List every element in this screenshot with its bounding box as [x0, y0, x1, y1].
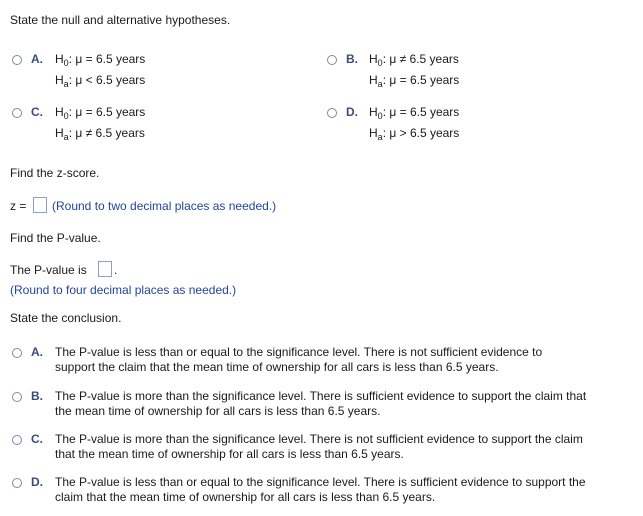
conclusion-option-b-line2: the mean time of ownership for all cars is less than 6.5 years.: [55, 404, 381, 418]
conclusion-prompt: State the conclusion.: [10, 311, 122, 325]
conclusion-option-b-line1: The P-value is more than the significance level. There is sufficient evidence to support the claim that: [55, 389, 587, 403]
conclusion-option-d-radio[interactable]: [12, 478, 22, 488]
hypothesis-option-d-null: $H_0$: μ = 6.5 years: [369, 105, 460, 121]
hypothesis-option-b-radio[interactable]: [327, 55, 337, 65]
conclusion-option-c-line1: The P-value is more than the significance level. There is not sufficient evidence to support the claim: [55, 432, 583, 446]
pvalue-hint: (Round to four decimal places as needed.): [10, 283, 237, 297]
conclusion-option-d-letter: D.: [31, 475, 43, 489]
conclusion-option-d-text: [55, 475, 635, 505]
hypothesis-option-b-alt: $H_a$: μ = 6.5 years: [369, 73, 460, 89]
conclusion-option-c-letter: C.: [31, 432, 43, 446]
conclusion-option-b-letter: B.: [31, 389, 43, 403]
hypotheses-prompt: State the null and alternative hypotheses.: [10, 13, 231, 27]
zscore-prompt: Find the z-score.: [10, 166, 100, 180]
hypothesis-option-d-radio[interactable]: [327, 108, 337, 118]
hypothesis-option-b-null: $H_0$: μ ≠ 6.5 years: [369, 52, 459, 68]
zscore-hint: (Round to two decimal places as needed.): [52, 199, 277, 213]
hypothesis-option-b-letter: B.: [346, 52, 358, 66]
conclusion-option-a-line2: support the claim that the mean time of ownership for all cars is less than 6.5 years.: [55, 360, 499, 374]
hypothesis-option-a-letter: A.: [31, 52, 43, 66]
hypothesis-option-a-radio[interactable]: [12, 55, 22, 65]
conclusion-option-b-radio[interactable]: [12, 392, 22, 402]
pvalue-suffix: .: [114, 263, 118, 277]
conclusion-option-b-text: [55, 389, 635, 419]
pvalue-prompt: Find the P-value.: [10, 231, 101, 245]
pvalue-input[interactable]: [98, 261, 112, 277]
hypothesis-option-c-letter: C.: [31, 105, 43, 119]
hypothesis-option-a-null: $H_0$: μ = 6.5 years: [55, 52, 146, 68]
zscore-label: z =: [10, 199, 27, 213]
conclusion-option-d-line2: claim that the mean time of ownership for all cars is less than 6.5 years.: [55, 490, 436, 504]
hypothesis-option-d-letter: D.: [346, 105, 358, 119]
conclusion-option-c-text: [55, 432, 635, 462]
conclusion-option-a-letter: A.: [31, 345, 43, 359]
hypothesis-option-a-alt: $H_a$: μ < 6.5 years: [55, 73, 146, 89]
pvalue-label: The P-value is: [10, 263, 87, 277]
conclusion-option-c-radio[interactable]: [12, 435, 22, 445]
hypothesis-option-d-alt: $H_a$: μ > 6.5 years: [369, 126, 460, 142]
conclusion-option-a-text: [55, 345, 635, 375]
conclusion-option-d-line1: The P-value is less than or equal to the significance level. There is sufficient evidence to support the: [55, 475, 586, 489]
conclusion-option-a-radio[interactable]: [12, 348, 22, 358]
zscore-input[interactable]: [33, 197, 47, 213]
hypothesis-option-c-alt: $H_a$: μ ≠ 6.5 years: [55, 126, 145, 142]
hypothesis-option-c-radio[interactable]: [12, 108, 22, 118]
conclusion-option-a-line1: The P-value is less than or equal to the significance level. There is not sufficient evidence to: [55, 345, 543, 359]
hypothesis-option-c-null: $H_0$: μ = 6.5 years: [55, 105, 146, 121]
conclusion-option-c-line2: that the mean time of ownership for all cars is less than 6.5 years.: [55, 447, 404, 461]
